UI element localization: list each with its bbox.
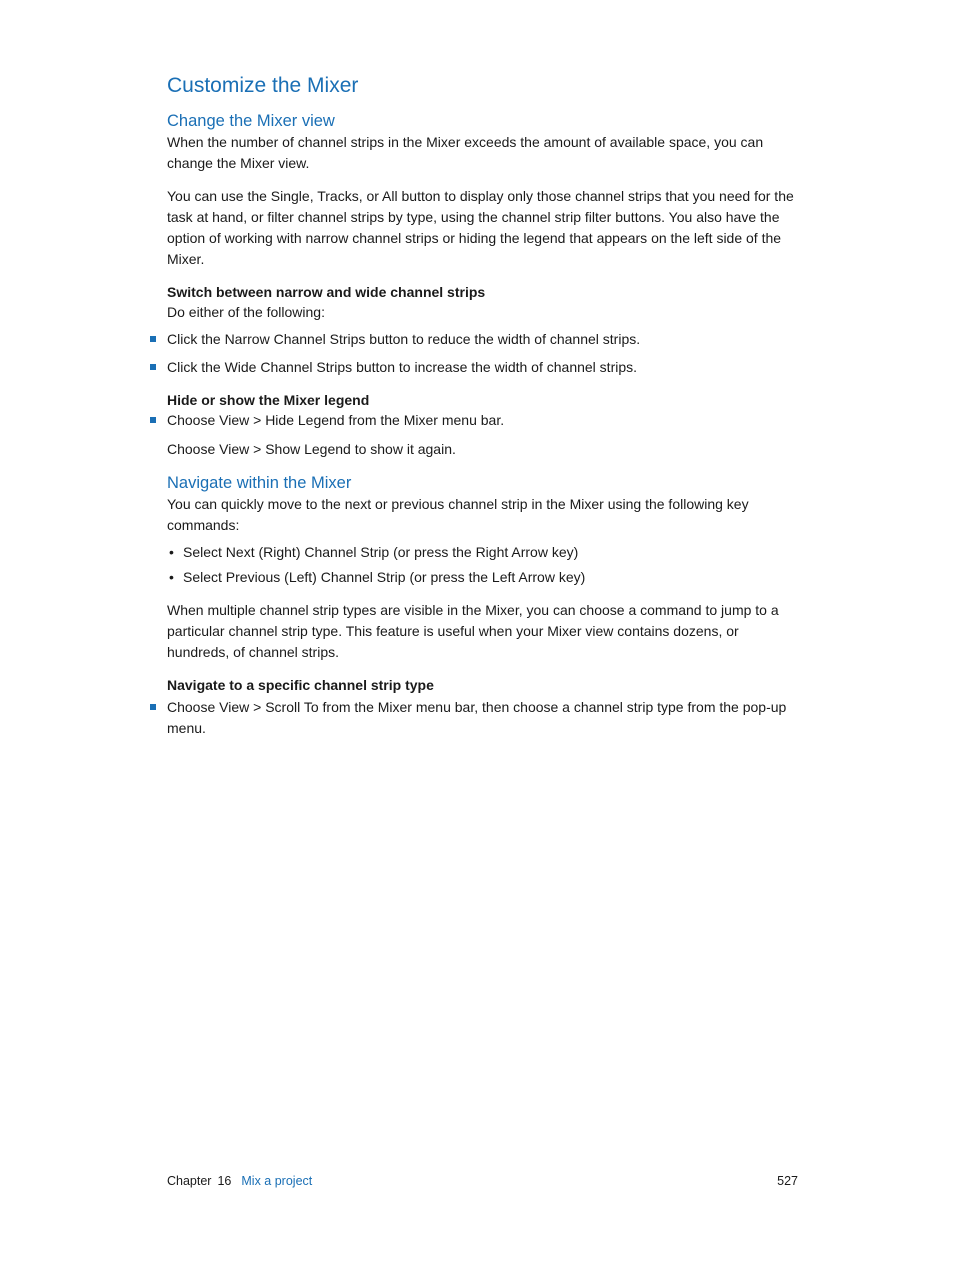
footer-chapter-number: 16	[217, 1174, 232, 1188]
paragraph: When multiple channel strip types are visible in the Mixer, you can choose a command to jump to a particular channel strip type. This feature is useful when your Mixer view contains dozens, or hundreds, of channel strips.	[167, 602, 779, 660]
list-item	[167, 567, 799, 588]
square-bullet-icon	[150, 364, 156, 370]
square-bullet-icon	[150, 336, 156, 342]
footer-chapter-link[interactable]: Mix a project	[241, 1174, 313, 1188]
square-bullet-icon	[150, 417, 156, 423]
subheading-switch-strips: Switch between narrow and wide channel strips	[167, 284, 486, 300]
list-item-text: Select Previous (Left) Channel Strip (or press the Left Arrow key)	[183, 569, 586, 585]
square-bullet-icon	[150, 704, 156, 710]
paragraph: You can quickly move to the next or previous channel strip in the Mixer using the following key commands:	[167, 496, 749, 533]
task-list	[167, 410, 799, 431]
list-item-text: Select Next (Right) Channel Strip (or press the Right Arrow key)	[183, 544, 579, 560]
list-item-text: Click the Wide Channel Strips button to increase the width of channel strips.	[167, 359, 638, 375]
heading-change-mixer-view: Change the Mixer view	[167, 112, 335, 130]
footer-chapter-label: Chapter	[167, 1174, 212, 1188]
task-list	[167, 697, 799, 739]
list-item-text: Click the Narrow Channel Strips button to reduce the width of channel strips.	[167, 331, 641, 347]
list-item	[167, 410, 799, 431]
page-content	[167, 72, 799, 739]
list-item	[167, 357, 799, 378]
task-list	[167, 329, 799, 378]
list-item-text: Choose View > Hide Legend from the Mixer menu bar.	[167, 412, 505, 428]
page-number: 527	[777, 1174, 798, 1188]
paragraph: You can use the Single, Tracks, or All button to display only those channel strips that you need for the task at hand, or filter channel strips by type, using the channel strip filter buttons. You also have the option of working with narrow channel strips or hiding the legend that appears on the left side of the Mixer.	[167, 188, 794, 267]
bullet-icon: •	[169, 569, 174, 585]
section-title: Customize the Mixer	[167, 74, 359, 97]
bullet-icon: •	[169, 544, 174, 560]
page-footer	[167, 1172, 798, 1190]
list-item	[167, 697, 799, 739]
list-item-text: Choose View > Scroll To from the Mixer menu bar, then choose a channel strip type from the pop-up menu.	[167, 699, 787, 736]
subheading-specific-strip: Navigate to a specific channel strip type	[167, 677, 434, 693]
list-item	[167, 542, 799, 563]
list-item	[167, 329, 799, 350]
key-command-list	[167, 542, 799, 588]
paragraph: When the number of channel strips in the Mixer exceeds the amount of available space, you can change the Mixer view.	[167, 134, 764, 171]
subheading-mixer-legend: Hide or show the Mixer legend	[167, 392, 370, 408]
paragraph: Do either of the following:	[167, 304, 325, 320]
heading-navigate-mixer: Navigate within the Mixer	[167, 474, 352, 492]
paragraph: Choose View > Show Legend to show it again.	[167, 441, 456, 457]
